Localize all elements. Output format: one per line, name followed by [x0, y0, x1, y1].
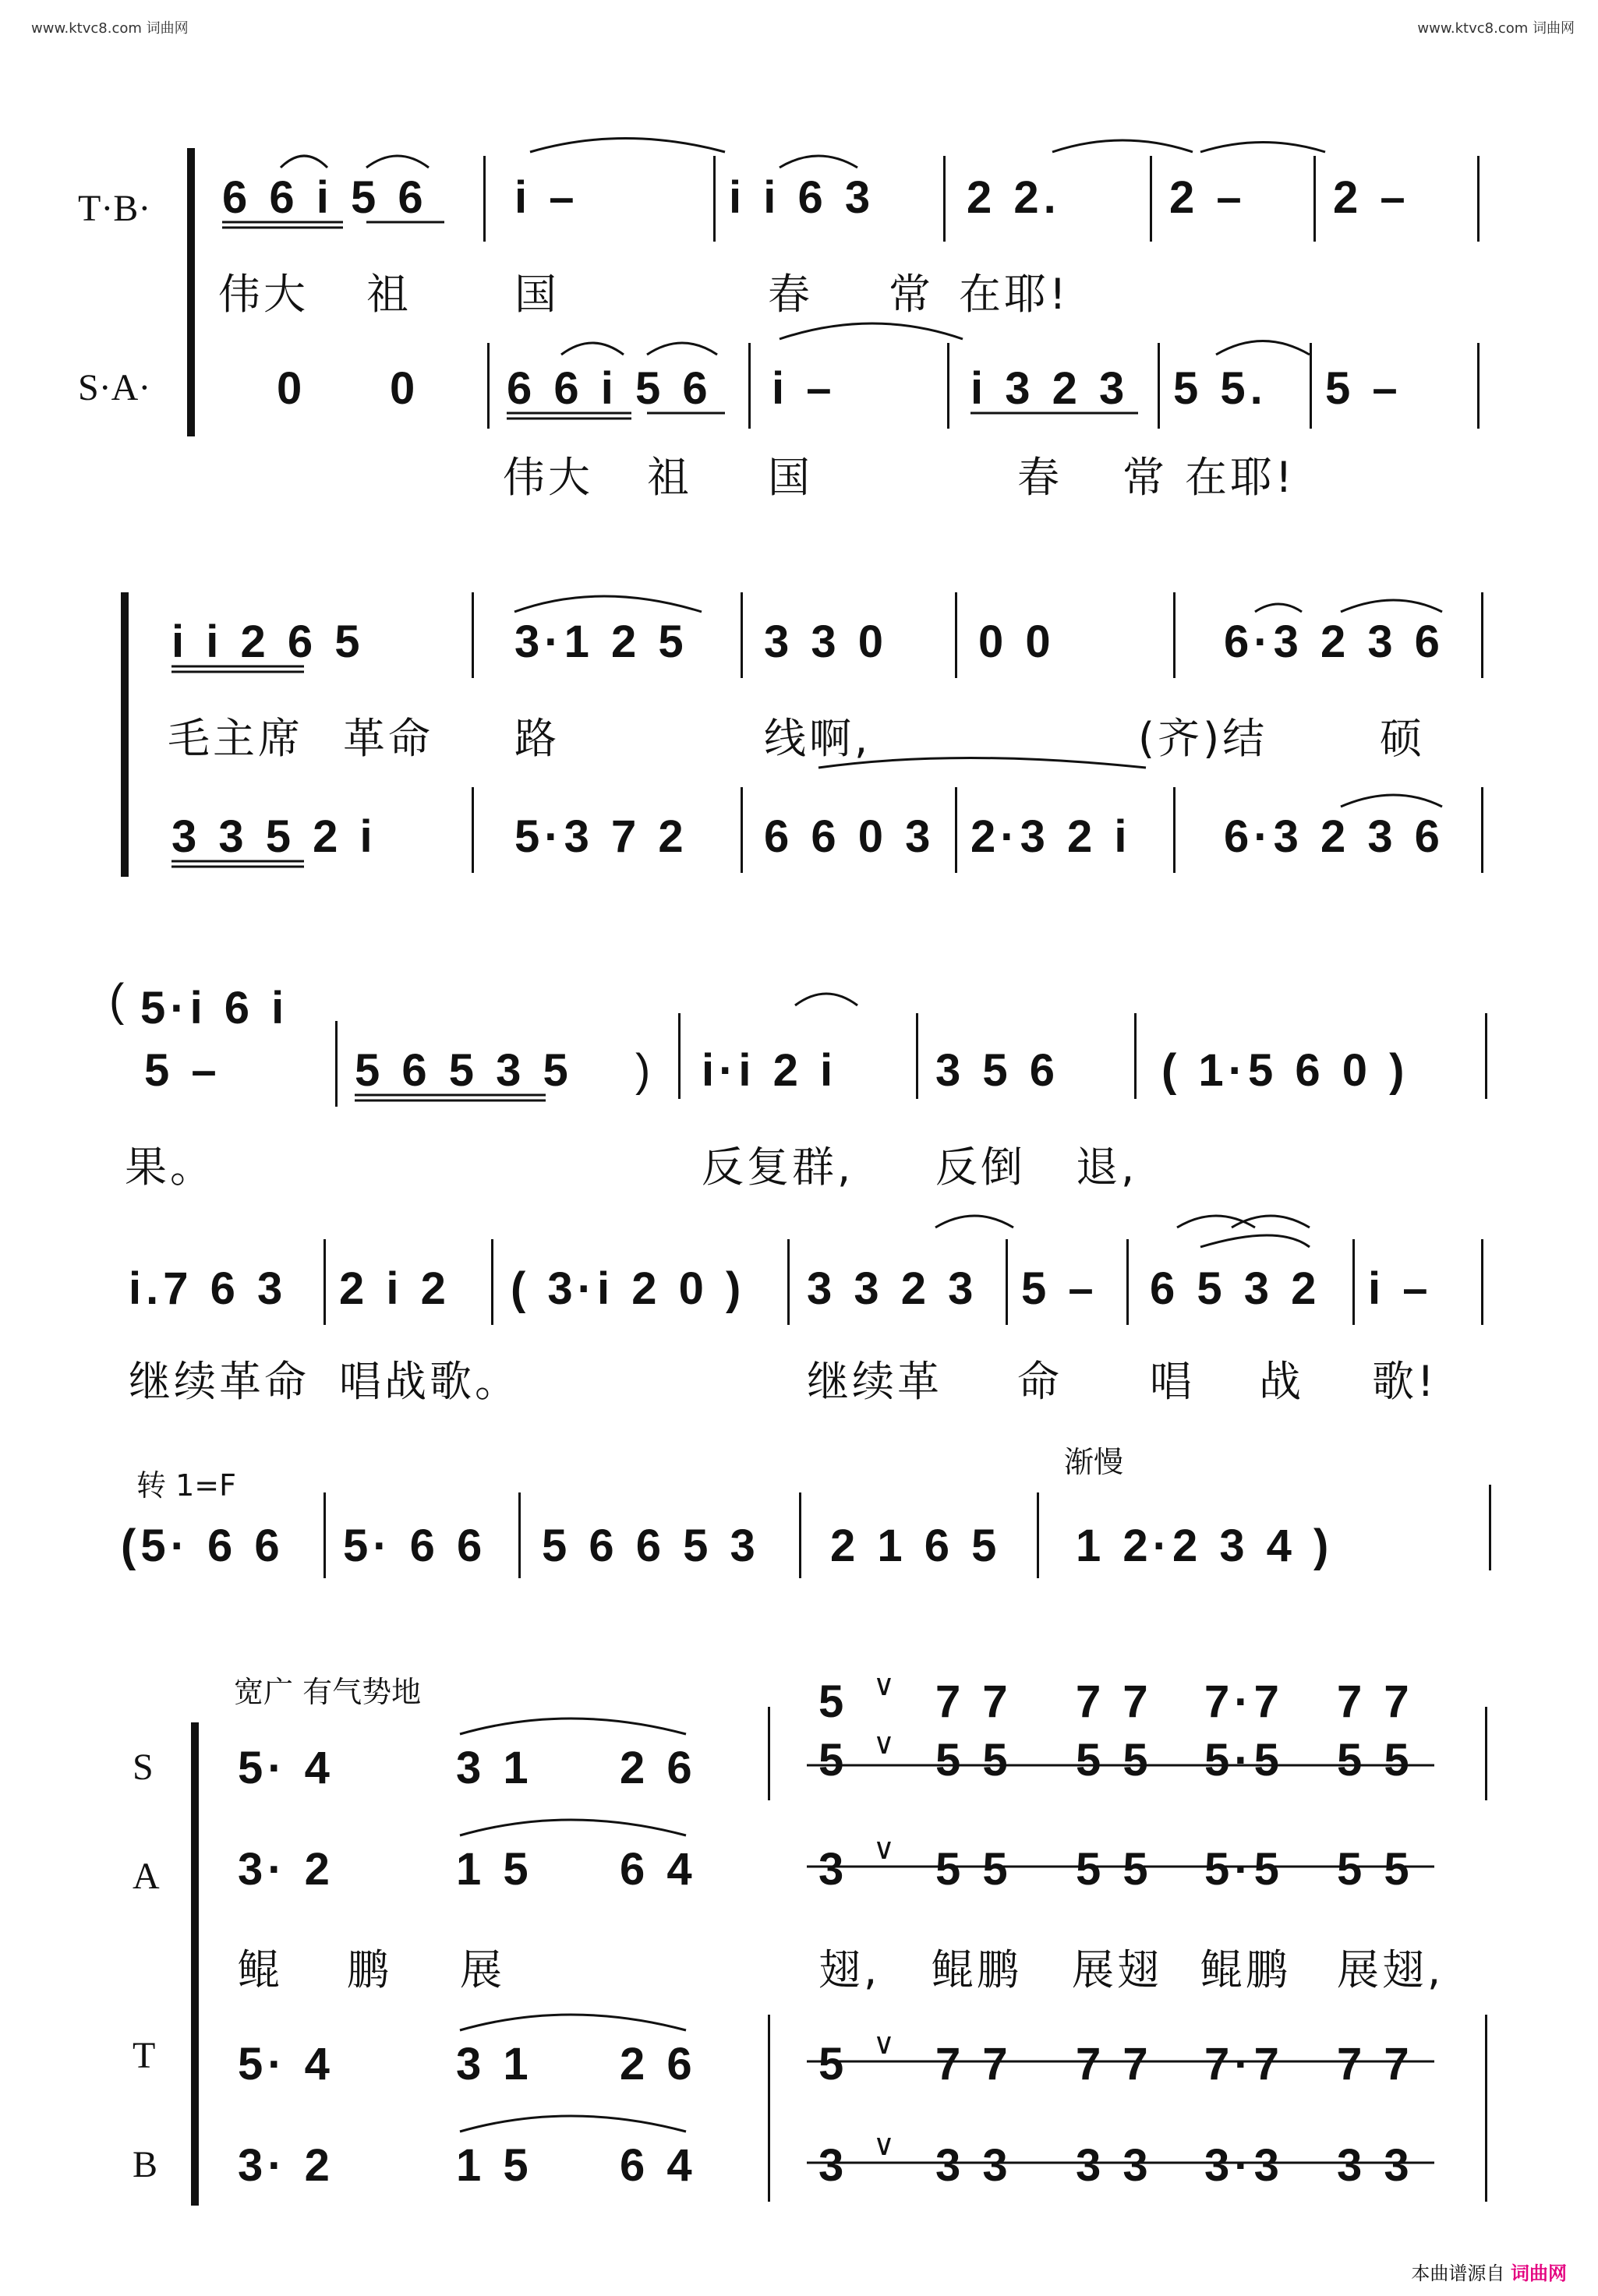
lyric: 革命 [343, 714, 433, 763]
lyric: 歌! [1372, 1357, 1437, 1406]
note-group: 5· 4 [238, 2039, 334, 2089]
lyric: 鲲鹏 [1200, 1945, 1291, 1994]
note-group: 5 – [1325, 363, 1402, 414]
note-group: 5 5. [1173, 363, 1267, 414]
lyric: 春 [1017, 453, 1062, 502]
lyric: 硕 [1380, 714, 1425, 763]
lyric: 继续革命 [129, 1357, 309, 1406]
site-watermark-right: www.ktvc8.com 词曲网 [1417, 20, 1575, 37]
note-group: 5 5 [1076, 1844, 1153, 1895]
note-group: 3 3 0 [764, 616, 888, 667]
note-group: 5 6 6 5 3 [542, 1521, 760, 1571]
lyric: 常 [1122, 453, 1168, 502]
lyric: 鲲 [238, 1945, 283, 1994]
note-group: i.7 6 3 [129, 1263, 288, 1314]
breath-mark: ∨ [873, 2026, 895, 2061]
lyric: 伟大 [218, 270, 309, 319]
lyric: 在耶! [1185, 453, 1296, 502]
note-group: 1 2·2 3 4 ) [1076, 1521, 1334, 1571]
lyric: (齐)结 [1138, 714, 1268, 763]
note-group: 5·3 7 2 [514, 811, 688, 862]
lyric: 路 [514, 714, 560, 763]
note-group: 5· 6 6 [343, 1521, 487, 1571]
note-upper: 7·7 [1204, 1676, 1284, 1727]
lyric: 国 [768, 453, 813, 502]
part-label-tb: T·B· [78, 188, 151, 229]
part-label-sa: S·A· [78, 367, 151, 408]
note-group: i – [1368, 1263, 1433, 1314]
lyric: 春 [768, 270, 813, 319]
note-group: 2 6 [620, 1743, 697, 1793]
note-group: 7 7 [1076, 2039, 1153, 2089]
note-group: 3 3 [935, 2140, 1013, 2191]
lyric: 退, [1076, 1143, 1138, 1192]
note-group: 2 6 [620, 2039, 697, 2089]
note-group: 6 4 [620, 1844, 697, 1895]
note-rest: 0 [277, 363, 307, 414]
note-group: 5 6 5 3 5 [355, 1045, 573, 1096]
lyric: 线啊, [764, 714, 871, 763]
lyric: 常 [889, 270, 934, 319]
note-group: 1 5 [456, 1844, 533, 1895]
breath-mark: ∨ [873, 1726, 895, 1761]
lyric: 国 [514, 270, 560, 319]
note-group: 6 6 0 3 [764, 811, 935, 862]
breath-mark: ∨ [873, 2128, 895, 2162]
part-label-a: A [133, 1856, 160, 1897]
source-credit-brand[interactable]: 词曲网 [1511, 2262, 1567, 2284]
note-group: 3 5 6 [935, 1045, 1059, 1096]
note-group: 2 – [1169, 172, 1246, 223]
lyric: 展翅 [1072, 1945, 1162, 1994]
lyric: 祖 [366, 270, 412, 319]
note-group-alt: 5·i 6 i [140, 983, 289, 1033]
note-group: 3· 2 [238, 2140, 334, 2191]
note-group: 1 5 [456, 2140, 533, 2191]
note-upper: 7 7 [1076, 1676, 1153, 1727]
note-lower: 5 5 [1076, 1735, 1153, 1786]
lyric: 唱 [1150, 1357, 1195, 1406]
note-group: (5· 6 6 [121, 1521, 285, 1571]
paren-close: ) [635, 1045, 656, 1096]
lyric: 翅, [818, 1945, 881, 1994]
note-group: 2 1 6 5 [830, 1521, 1002, 1571]
note-group: 6·3 2 3 6 [1224, 616, 1444, 667]
breath-mark: ∨ [873, 1832, 895, 1866]
note-group: ( 3·i 2 0 ) [511, 1263, 746, 1314]
lyric: 反复群, [702, 1143, 854, 1192]
note-group: 0 0 [978, 616, 1055, 667]
paren-open: ( [109, 975, 129, 1026]
tempo-mark: 渐慢 [1064, 1445, 1124, 1479]
note-group: ( 1·5 6 0 ) [1161, 1045, 1409, 1096]
note-group: i – [772, 363, 836, 414]
note-group: 6 6 i 5 6 [507, 363, 712, 414]
note-group: 7 7 [1337, 2039, 1414, 2089]
note-group: 6 5 3 2 [1150, 1263, 1321, 1314]
lyric: 鹏 [347, 1945, 392, 1994]
note-group: 3 1 [456, 1743, 533, 1793]
note-group: 7 7 [935, 2039, 1013, 2089]
lyric: 反倒 [935, 1143, 1026, 1192]
note-group: 6·3 2 3 6 [1224, 811, 1444, 862]
note-group: 2 2. [967, 172, 1061, 223]
key-change: 转 1=F [136, 1468, 236, 1503]
lyric: 果。 [125, 1143, 215, 1192]
lyric: 鲲鹏 [932, 1945, 1022, 1994]
note-group: 5· 4 [238, 1743, 334, 1793]
lyric: 展翅, [1337, 1945, 1444, 1994]
note-rest: 0 [390, 363, 420, 414]
note-group: 3 1 [456, 2039, 533, 2089]
note-group: i i 6 3 [729, 172, 875, 223]
note-group: 3 3 [1337, 2140, 1414, 2191]
note-group: 3·3 [1204, 2140, 1284, 2191]
lyric: 毛主席 [168, 714, 303, 763]
part-label-b: B [133, 2144, 158, 2185]
source-credit-label: 本曲谱源自 [1411, 2262, 1505, 2284]
note-group: 6 6 i 5 6 [222, 172, 428, 223]
lyric: 展 [460, 1945, 505, 1994]
lyric: 继续革 [807, 1357, 942, 1406]
part-label-s: S [133, 1747, 154, 1788]
note-group: i·i 2 i [702, 1045, 838, 1096]
note-upper: 5 [818, 1676, 849, 1727]
breath-mark: ∨ [873, 1668, 895, 1702]
site-watermark-left: www.ktvc8.com 词曲网 [31, 20, 189, 37]
lyric: 战 [1259, 1357, 1304, 1406]
note-group: 2 – [1333, 172, 1410, 223]
note-group: 5 5 [1337, 1844, 1414, 1895]
note-group: 3 3 2 3 [807, 1263, 978, 1314]
note-group: 5 [818, 2039, 849, 2089]
note-lower: 5·5 [1204, 1735, 1284, 1786]
note-group: 3 [818, 1844, 849, 1895]
note-group: i i 2 6 5 [171, 616, 365, 667]
lyric: 唱战歌。 [339, 1357, 520, 1406]
note-group: 2·3 2 i [970, 811, 1132, 862]
part-label-t: T [133, 2035, 156, 2076]
note-group: 3·1 2 5 [514, 616, 688, 667]
note-group: 7·7 [1204, 2039, 1284, 2089]
note-group: 3 3 5 2 i [171, 811, 377, 862]
note-group: 3· 2 [238, 1844, 334, 1895]
note-group: 5 – [1021, 1263, 1098, 1314]
note-group: 6 4 [620, 2140, 697, 2191]
note-group: 2 i 2 [339, 1263, 451, 1314]
note-group: 5·5 [1204, 1844, 1284, 1895]
note-upper: 7 7 [935, 1676, 1013, 1727]
note-group: 3 [818, 2140, 849, 2191]
note-lower: 5 [818, 1735, 849, 1786]
note-lower: 5 5 [935, 1735, 1013, 1786]
lyric: 伟大 [503, 453, 593, 502]
note-group: i – [514, 172, 579, 223]
note-group: i 3 2 3 [970, 363, 1130, 414]
note-upper: 7 7 [1337, 1676, 1414, 1727]
note-group: 5 – [144, 1045, 221, 1096]
note-group: 3 3 [1076, 2140, 1153, 2191]
note-group: 5 5 [935, 1844, 1013, 1895]
lyric: 在耶! [959, 270, 1069, 319]
source-credit [1411, 2258, 1567, 2285]
lyric: 命 [1017, 1357, 1062, 1406]
lyric: 祖 [647, 453, 692, 502]
expression-mark: 宽广 有气势地 [234, 1675, 422, 1709]
note-lower: 5 5 [1337, 1735, 1414, 1786]
